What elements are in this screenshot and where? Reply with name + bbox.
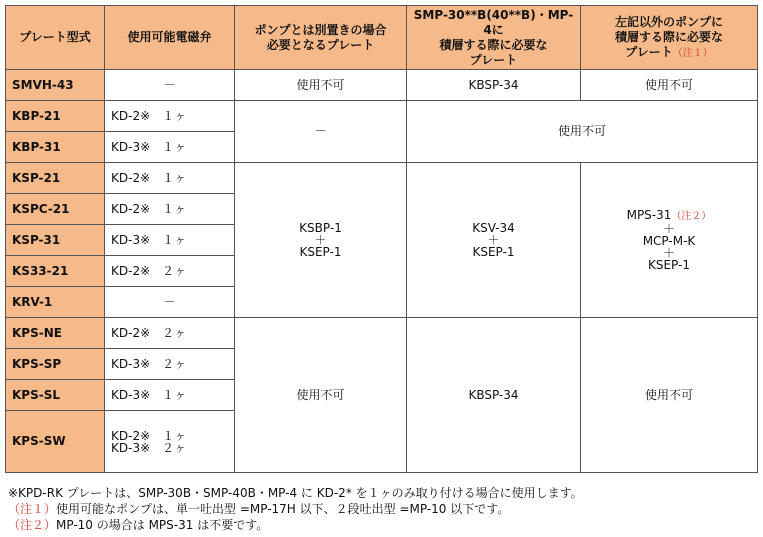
model-cell: KBP-31 <box>6 132 105 163</box>
model-cell: KPS-SP <box>6 349 105 380</box>
footnote-kpd: ※KPD-RK プレートは、SMP-30B・SMP-40B・MP-4 に KD-2* を１ヶのみ取り付ける場合に使用します。 <box>8 486 583 500</box>
separate-plate-cell: － <box>235 101 407 163</box>
header-smp-plate: SMP-30**B(40**B)・MP-4に 積層する際に必要な プレート <box>407 6 581 70</box>
table-row <box>6 70 758 101</box>
valve-cell: KD-2※ １ヶ <box>105 163 235 194</box>
model-cell: KS33-21 <box>6 256 105 287</box>
valve-cell: KD-2※ １ヶ <box>105 101 235 132</box>
valve-cell: － <box>105 287 235 318</box>
separate-plate-cell: 使用不可 <box>235 70 407 101</box>
separate-plate-cell: 使用不可 <box>235 318 407 473</box>
note1-marker: （注１） <box>672 47 713 59</box>
valve-cell: － <box>105 70 235 101</box>
model-cell: KSP-31 <box>6 225 105 256</box>
valve-cell: KD-3※ １ヶ <box>105 380 235 411</box>
valve-cell: KD-3※ １ヶ <box>105 225 235 256</box>
footnote-1: （注１）使用可能なポンプは、単一吐出型 =MP-17H 以下、２段吐出型 =MP-10 以下です。 <box>8 502 510 516</box>
smp-plate-cell: KSV-34 ＋ KSEP-1 <box>407 163 581 318</box>
plate-spec-table <box>5 5 758 473</box>
valve-cell: KD-3※ １ヶ <box>105 132 235 163</box>
table-row <box>6 101 758 132</box>
model-cell: KPS-SL <box>6 380 105 411</box>
valve-cell: KD-2※ ２ヶ <box>105 256 235 287</box>
valve-cell: KD-3※ ２ヶ <box>105 349 235 380</box>
header-other-plate: 左記以外のポンプに 積層する際に必要な プレート（注１） <box>581 6 758 70</box>
valve-cell: KD-2※ ２ヶ <box>105 318 235 349</box>
model-cell: SMVH-43 <box>6 70 105 101</box>
footnote-2: （注２）MP-10 の場合は MPS-31 は不要です。 <box>8 518 269 532</box>
other-plate-cell: MPS-31（注２） ＋ MCP-M-K ＋ KSEP-1 <box>581 163 758 318</box>
note2-marker: （注２） <box>671 211 712 222</box>
model-cell: KSP-21 <box>6 163 105 194</box>
smp-plate-cell: KBSP-34 <box>407 318 581 473</box>
model-cell: KSPC-21 <box>6 194 105 225</box>
other-plate-cell: 使用不可 <box>581 318 758 473</box>
smp-other-plate-cell: 使用不可 <box>407 101 758 163</box>
header-plate-model: プレート型式 <box>6 6 105 70</box>
header-valve: 使用可能電磁弁 <box>105 6 235 70</box>
header-separate-plate: ポンプとは別置きの場合 必要となるプレート <box>235 6 407 70</box>
valve-cell: KD-2※ １ヶ KD-3※ ２ヶ <box>105 411 235 473</box>
footnotes <box>8 485 583 533</box>
separate-plate-cell: KSBP-1 ＋ KSEP-1 <box>235 163 407 318</box>
table-row <box>6 318 758 349</box>
model-cell: KBP-21 <box>6 101 105 132</box>
model-cell: KRV-1 <box>6 287 105 318</box>
table-row <box>6 163 758 194</box>
other-plate-cell: 使用不可 <box>581 70 758 101</box>
model-cell: KPS-SW <box>6 411 105 473</box>
smp-plate-cell: KBSP-34 <box>407 70 581 101</box>
valve-cell: KD-2※ １ヶ <box>105 194 235 225</box>
header-row <box>6 6 758 70</box>
model-cell: KPS-NE <box>6 318 105 349</box>
